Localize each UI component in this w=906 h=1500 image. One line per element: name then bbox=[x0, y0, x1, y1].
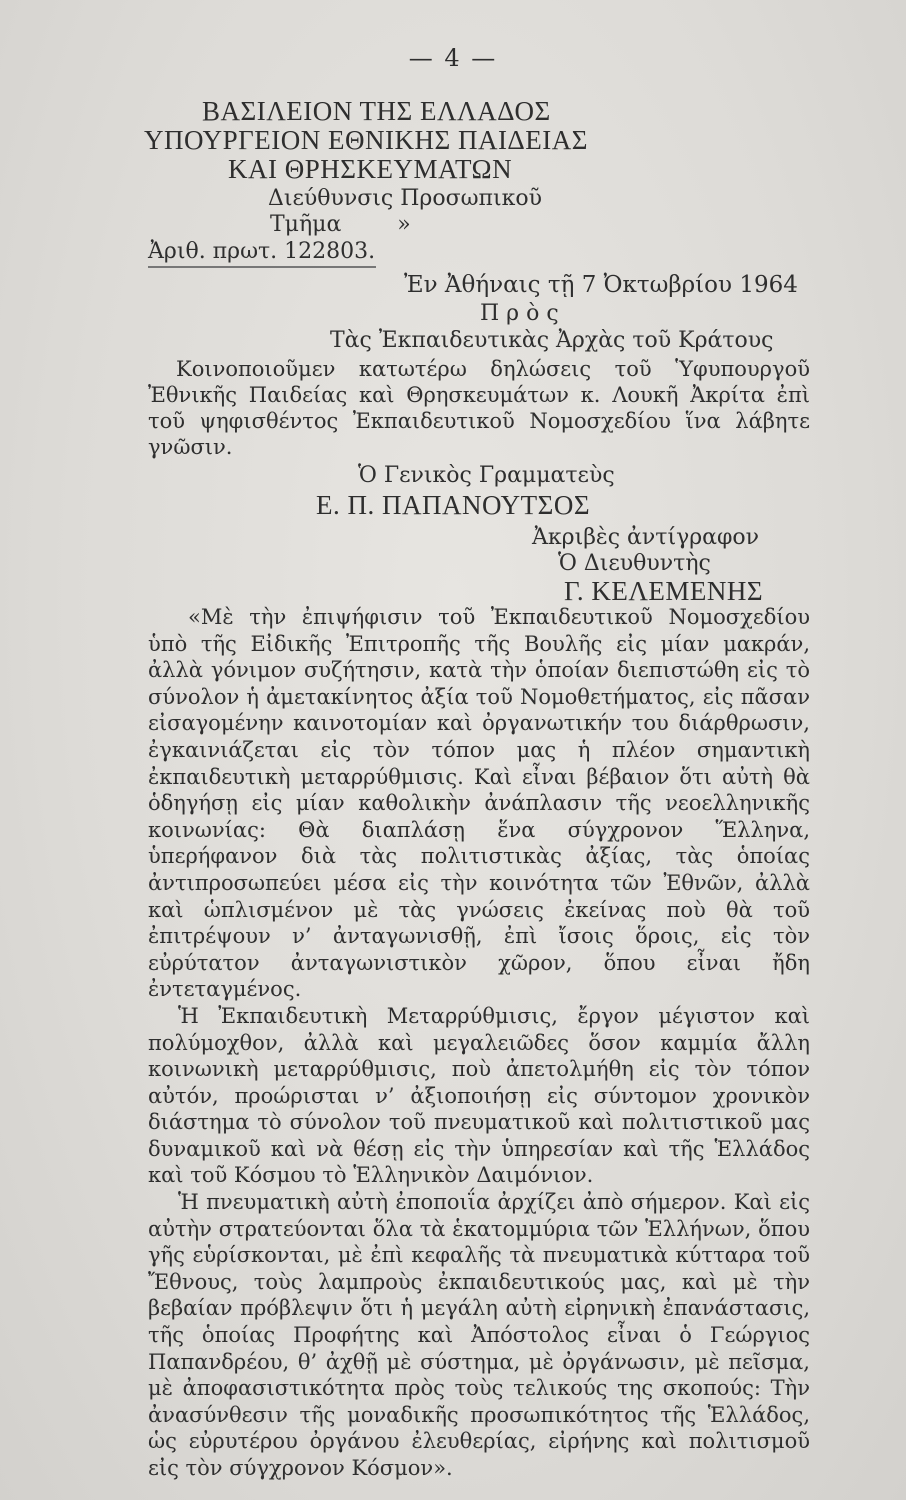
header-rule bbox=[148, 266, 376, 268]
director-title: Ὁ Διευθυντὴς bbox=[558, 551, 711, 576]
notice-paragraph: Κοινοποιοῦμεν κατωτέρω δηλώσεις τοῦ Ὑφυπουργοῦ Ἐθνικῆς Παιδείας καὶ Θρησκευμάτων κ. Λουκῆ Ἀκρίτα ἐπὶ τοῦ ψηφισθέντος Ἐκπαιδευτικοῦ Νομοσχεδίου ἵνα λάβητε γνῶσιν. bbox=[148, 357, 810, 459]
page-number: — 4 — bbox=[408, 44, 498, 72]
signature-title: Ὁ Γενικὸς Γραμματεὺς bbox=[358, 463, 615, 488]
statement-paragraph-3: Ἡ πνευματικὴ αὐτὴ ἐποποιΐα ἀρχίζει ἀπὸ σήμερον. Καὶ εἰς αὐτὴν στρατεύονται ὅλα τὰ ἑκατομμύρια τῶν Ἑλλήνων, ὅπου γῆς εὑρίσκονται, μὲ ἐπὶ κεφαλῆς τὰ πνευματικὰ κύτταρα τοῦ Ἔθνους, τοὺς λαμπροὺς ἐκπαιδευτικούς μας, καὶ μὲ τὴν βεβαίαν πρόβλεψιν ὅτι ἡ μεγάλη αὐτὴ εἰρηνικὴ ἐπανάστασις, τῆς ὁποίας Προφήτης καὶ Ἀπόστολος εἶναι ὁ Γεώργιος Παπανδρέου, θ’ ἀχθῇ μὲ σύστημα, μὲ ὀργάνωσιν, μὲ πεῖσμα, μὲ ἀποφασιστικότητα πρὸς τοὺς τελικούς της σκοπούς: Τὴν ἀνασύνθεσιν τῆς μοναδικῆς προσωπικότητος τῆς Ἑλλάδος, ὡς εὐρυτέρου ὀργάνου ἐλευθερίας, εἰρήνης καὶ πολιτισμοῦ εἰς τὸν σύγχρονον Κόσμον». bbox=[148, 1190, 810, 1480]
statement-paragraph-2: Ἡ Ἐκπαιδευτικὴ Μεταρρύθμισις, ἔργον μέγιστον καὶ πολύμοχθον, ἀλλὰ καὶ μεγαλειῶδες ὅσον καμμία ἄλλη κοινωνικὴ μεταρρύθμισις, ποὺ ἀπετολμήθη εἰς τὸν τόπον αὐτόν, προώρισται ν’ ἀξιοποιήσῃ εἰς σύντομον χρονικὸν διάστημα τὸ σύνολον τοῦ πνευματικοῦ καὶ πολιτιστικοῦ μας δυναμικοῦ καὶ νὰ θέσῃ εἰς τὴν ὑπηρεσίαν καὶ τῆς Ἑλλάδος καὶ τοῦ Κόσμου τὸ Ἑλληνικὸν Δαιμόνιον. bbox=[148, 1003, 810, 1188]
header-section: Τμῆμα » bbox=[270, 212, 411, 237]
statement-paragraph-1: «Μὲ τὴν ἐπιψήφισιν τοῦ Ἐκπαιδευτικοῦ Νομοσχεδίου ὑπὸ τῆς Εἰδικῆς Ἐπιτροπῆς τῆς Βουλῆς εἰς μίαν μακράν, ἀλλὰ γόνιμον συζήτησιν, κατὰ τὴν ὁποίαν διεπιστώθη εἰς τὸ σύνολον ἡ ἀμετακίνητος ἀξία τοῦ Νομοθετήματος, εἰς πᾶσαν εἰσαγομένην καινοτομίαν καὶ ὀργανωτικήν του διάρθρωσιν, ἐγκαινιάζεται εἰς τὸν τόπον μας ἡ πλέον σημαντικὴ ἐκπαιδευτικὴ μεταρρύθμισις. Καὶ εἶναι βέβαιον ὅτι αὐτὴ θὰ ὁδηγήσῃ εἰς μίαν καθολικὴν ἀνάπλασιν τῆς νεοελληνικῆς κοινωνίας: Θὰ διαπλάσῃ ἕνα σύγχρονον Ἕλληνα, ὑπερήφανον διὰ τὰς πολιτιστικὰς ἀξίας, τὰς ὁποίας ἀντιπροσωπεύει μέσα εἰς τὴν κοινότητα τῶν Ἐθνῶν, ἀλλὰ καὶ ὡπλισμένον μὲ τὰς γνώσεις ἐκείνας ποὺ θὰ τοῦ ἐπιτρέψουν ν’ ἀνταγωνισθῇ, ἐπὶ ἴσοις ὅροις, εἰς τὸν εὐρύτατον ἀνταγωνιστικὸν χῶρον, ὅπου εἶναι ἤδη ἐντεταγμένος. bbox=[148, 605, 810, 1002]
director-name: Γ. ΚΕΛΕΜΕΝΗΣ bbox=[564, 576, 764, 606]
signature-name: Ε. Π. ΠΑΠΑΝΟΥΤΣΟΣ bbox=[316, 490, 591, 520]
addressee: Τὰς Ἐκπαιδευτικὰς Ἀρχὰς τοῦ Κράτους bbox=[330, 328, 774, 353]
header-directorate: Διεύθυνσις Προσωπικοῦ bbox=[268, 186, 543, 211]
header-kingdom: ΒΑΣΙΛΕΙΟΝ ΤΗΣ ΕΛΛΑΔΟΣ bbox=[202, 96, 551, 126]
dateline: Ἐν Ἀθήναις τῇ 7 Ὀκτωβρίου 1964 bbox=[404, 272, 798, 298]
header-ministry: ΥΠΟΥΡΓΕΙΟΝ ΕΘΝΙΚΗΣ ΠΑΙΔΕΙΑΣ bbox=[144, 125, 588, 155]
copy-note: Ἀκριβὲς ἀντίγραφον bbox=[532, 525, 760, 550]
pros-label: Π ρ ὸ ς bbox=[480, 301, 559, 326]
statement-body bbox=[148, 604, 810, 1482]
protocol-number: Ἀριθ. πρωτ. 122803. bbox=[148, 239, 376, 264]
header-ministry-cont: ΚΑΙ ΘΡΗΣΚΕΥΜΑΤΩΝ bbox=[228, 154, 513, 184]
